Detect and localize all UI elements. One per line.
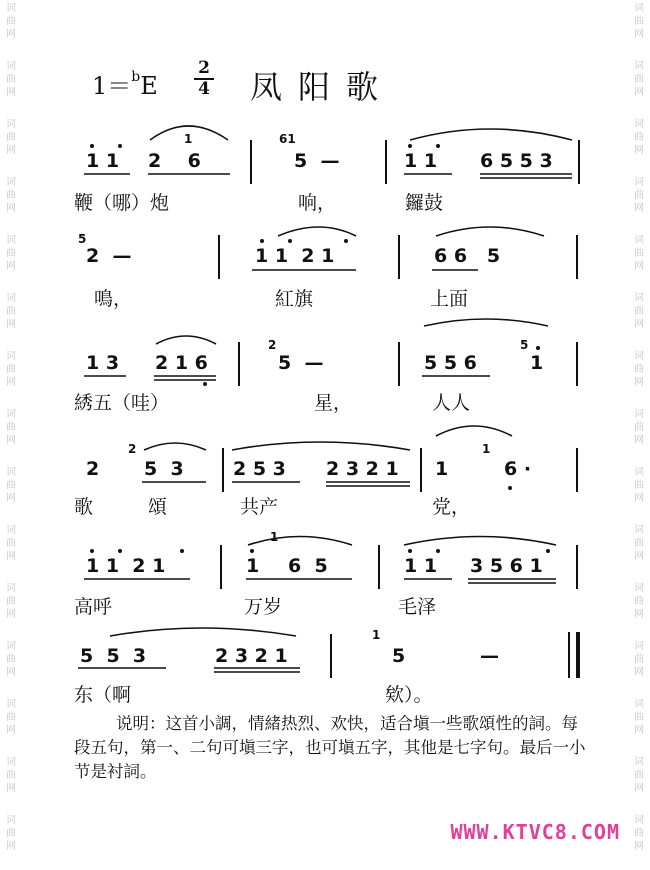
lyric: 毛泽 [398, 596, 437, 618]
lyric: 高呼 [74, 596, 113, 618]
watermark-char: 词 [6, 641, 16, 652]
watermark-char: 网 [634, 725, 644, 736]
watermark-char: 网 [634, 551, 644, 562]
explanation-note: 说明：这首小調，情緒热烈、欢快，适合塡一些歌頌性的詞。每段五句，第一、二句可塡三字，也可塡五字，其他是七字句。最后一小节是衬詞。 [74, 714, 586, 781]
watermark-char: 词 [6, 525, 16, 536]
watermark-char: 网 [634, 841, 644, 852]
row1-m1b: 2 6 [148, 150, 201, 172]
watermark-char: 词 [634, 699, 644, 710]
slur [144, 443, 206, 450]
lyric: 星， [314, 392, 353, 414]
watermark-char: 曲 [6, 74, 16, 85]
watermark-char: 曲 [6, 654, 16, 665]
row1-m3b: 6 5 5 3 [480, 150, 553, 172]
octave-dot [180, 549, 184, 553]
row3-m3b: 1 [530, 352, 544, 374]
watermark-char: 网 [634, 87, 644, 98]
watermark-char: 网 [6, 783, 16, 794]
watermark-char: 曲 [634, 16, 644, 27]
octave-dot [250, 549, 254, 553]
octave-dot [90, 549, 94, 553]
slur [404, 537, 556, 546]
watermark-char: 曲 [6, 422, 16, 433]
slur [424, 319, 548, 326]
watermark-char: 词 [6, 351, 16, 362]
watermark-char: 词 [634, 61, 644, 72]
watermark-char: 词 [634, 525, 644, 536]
grace-note: 1 [270, 530, 279, 544]
watermark-char: 网 [6, 29, 16, 40]
row3-m3a: 5 5 6 [424, 352, 477, 374]
watermark-char: 曲 [634, 480, 644, 491]
watermark-char: 曲 [6, 132, 16, 143]
time-signature: 2 4 [194, 60, 214, 98]
watermark-char: 网 [6, 435, 16, 446]
watermark-char: 词 [6, 467, 16, 478]
watermark-char: 词 [634, 641, 644, 652]
octave-dot [344, 239, 348, 243]
octave-dot [436, 549, 440, 553]
lyric: 人人 [432, 392, 471, 414]
row1-m2: 5 — [294, 150, 340, 172]
slur [248, 537, 352, 546]
watermark-char: 词 [634, 3, 644, 14]
watermark-char: 网 [634, 145, 644, 156]
watermark-char: 曲 [6, 828, 16, 839]
row4-m2a: 2 5 3 [233, 458, 286, 480]
watermark-char: 曲 [634, 422, 644, 433]
watermark-char: 词 [6, 3, 16, 14]
slur [110, 628, 296, 636]
lyric: 党， [432, 496, 471, 518]
octave-dot [408, 549, 412, 553]
lyric: 欸）。 [385, 684, 433, 706]
watermark-char: 网 [634, 29, 644, 40]
lyric: 鞭（哪）炮 [74, 192, 170, 214]
row3-m2: 5 — [278, 352, 324, 374]
grace-note: 61 [279, 132, 296, 146]
watermark-char: 词 [634, 815, 644, 826]
watermark-char: 词 [634, 235, 644, 246]
row5-m2b: 6 5 [288, 555, 328, 577]
watermark-char: 词 [6, 409, 16, 420]
lyric: 紅旗 [275, 288, 314, 310]
lyric: 上面 [430, 288, 469, 310]
watermark-char: 网 [6, 145, 16, 156]
grace-note: 5 [78, 232, 87, 246]
song-title: 凤阳歌 [250, 68, 395, 106]
row3-m1b: 2 1 6 [155, 352, 208, 374]
watermark-char: 曲 [634, 654, 644, 665]
row4-m1b: 5 3 [144, 458, 184, 480]
octave-dot [436, 144, 440, 148]
watermark-char: 网 [634, 667, 644, 678]
slur [436, 426, 512, 436]
watermark-char: 词 [6, 293, 16, 304]
watermark-char: 网 [6, 609, 16, 620]
watermark-char: 曲 [6, 770, 16, 781]
row1-m3a: 1 1 [404, 150, 438, 172]
watermark-char: 曲 [6, 16, 16, 27]
site-url[interactable]: WWW.KTVC8.COM [450, 820, 620, 844]
key-signature: 1＝$^b$E [92, 69, 158, 100]
watermark-char: 曲 [634, 770, 644, 781]
lyric: 共产 [240, 496, 279, 518]
watermark-char: 词 [6, 699, 16, 710]
lyric: 綉五（哇） [74, 392, 170, 414]
slur [232, 442, 410, 450]
row4-m2b: 2 3 2 1 [326, 458, 399, 480]
watermark-char: 网 [634, 783, 644, 794]
row4-m3b: 6 · [504, 458, 532, 480]
watermark-char: 网 [6, 203, 16, 214]
grace-note: 2 [128, 442, 137, 456]
lyric: 頌 [148, 496, 168, 518]
watermark-char: 词 [6, 119, 16, 130]
watermark-char: 网 [634, 377, 644, 388]
watermark-char: 曲 [634, 74, 644, 85]
watermark-char: 词 [634, 177, 644, 188]
watermark-char: 网 [6, 493, 16, 504]
octave-dot [288, 239, 292, 243]
grace-note: 1 [184, 132, 193, 146]
flat-sign: b [131, 69, 141, 85]
octave-dot [546, 549, 550, 553]
slur [436, 227, 544, 236]
octave-dot [90, 144, 94, 148]
watermark-char: 网 [634, 203, 644, 214]
watermark-char: 词 [634, 467, 644, 478]
watermark-char: 曲 [6, 364, 16, 375]
watermark-char: 曲 [6, 480, 16, 491]
octave-dot [118, 144, 122, 148]
watermark-char: 曲 [634, 538, 644, 549]
watermark-char: 词 [634, 757, 644, 768]
octave-dot [536, 346, 540, 350]
row1-m1a: 1 1 [86, 150, 120, 172]
watermark-char: 曲 [634, 364, 644, 375]
lyric: 鳴， [94, 288, 133, 310]
slur [156, 336, 216, 344]
row5-m3b: 3 5 6 1 [470, 555, 543, 577]
slur [150, 126, 228, 140]
watermark-char: 网 [6, 667, 16, 678]
row2-m2: 1 1 2 1 [255, 245, 335, 267]
watermark-char: 网 [6, 377, 16, 388]
row3-m1a: 1 3 [86, 352, 120, 374]
watermark-char: 词 [634, 351, 644, 362]
octave-dot [260, 239, 264, 243]
row5-m3a: 1 1 [404, 555, 438, 577]
slur [278, 227, 356, 236]
watermark-char: 曲 [634, 248, 644, 259]
watermark-char: 词 [634, 409, 644, 420]
watermark-char: 曲 [634, 828, 644, 839]
row6-m1b: 2 3 2 1 [215, 645, 288, 667]
lyric: 歌 [74, 496, 94, 518]
watermark-char: 曲 [6, 306, 16, 317]
row6-m2b: — [480, 645, 499, 667]
watermark-char: 词 [6, 61, 16, 72]
grace-note: 1 [372, 628, 381, 642]
watermark-char: 网 [6, 551, 16, 562]
lyric: 万岁 [244, 596, 283, 618]
octave-dot [408, 144, 412, 148]
watermark-char: 词 [634, 293, 644, 304]
watermark-char: 网 [6, 87, 16, 98]
watermark-char: 词 [6, 757, 16, 768]
octave-dot [118, 549, 122, 553]
watermark-char: 曲 [634, 190, 644, 201]
lyric: 响， [298, 192, 337, 214]
grace-note: 2 [268, 338, 277, 352]
watermark-char: 词 [6, 815, 16, 826]
watermark-char: 曲 [6, 538, 16, 549]
watermark-char: 网 [634, 493, 644, 504]
grace-note: 1 [482, 442, 491, 456]
row6-m2a: 5 [392, 645, 406, 667]
watermark-char: 网 [6, 261, 16, 272]
watermark-char: 网 [6, 841, 16, 852]
watermark-char: 词 [6, 177, 16, 188]
lyric: 鑼鼓 [405, 192, 444, 214]
low-dot [508, 486, 512, 490]
watermark-char: 词 [6, 235, 16, 246]
watermark-char: 曲 [6, 248, 16, 259]
row4-m1a: 2 [86, 458, 100, 480]
watermark-char: 词 [6, 583, 16, 594]
watermark-char: 词 [634, 119, 644, 130]
watermark-char: 网 [634, 319, 644, 330]
watermark-char: 网 [634, 609, 644, 620]
watermark-char: 曲 [634, 306, 644, 317]
watermark-char: 网 [6, 319, 16, 330]
row2-m1: 2 — [86, 245, 132, 267]
lyric: 东（啊 [74, 684, 132, 706]
watermark-char: 曲 [6, 596, 16, 607]
row4-m3a: 1 [435, 458, 449, 480]
watermark-char: 网 [634, 435, 644, 446]
row6-m1a: 5 5 3 [80, 645, 147, 667]
row5-m2a: 1 [246, 555, 260, 577]
watermark-char: 曲 [6, 190, 16, 201]
row2-m3: 6 6 5 [434, 245, 501, 267]
watermark-char: 网 [634, 261, 644, 272]
slur [410, 129, 572, 140]
watermark-char: 曲 [6, 712, 16, 723]
low-dot [203, 382, 207, 386]
watermark-char: 词 [634, 583, 644, 594]
watermark-char: 曲 [634, 132, 644, 143]
watermark-char: 曲 [634, 712, 644, 723]
row5-m1: 1 1 2 1 [86, 555, 166, 577]
watermark-char: 网 [6, 725, 16, 736]
watermark-char: 曲 [634, 596, 644, 607]
grace-note: 5 [520, 338, 529, 352]
